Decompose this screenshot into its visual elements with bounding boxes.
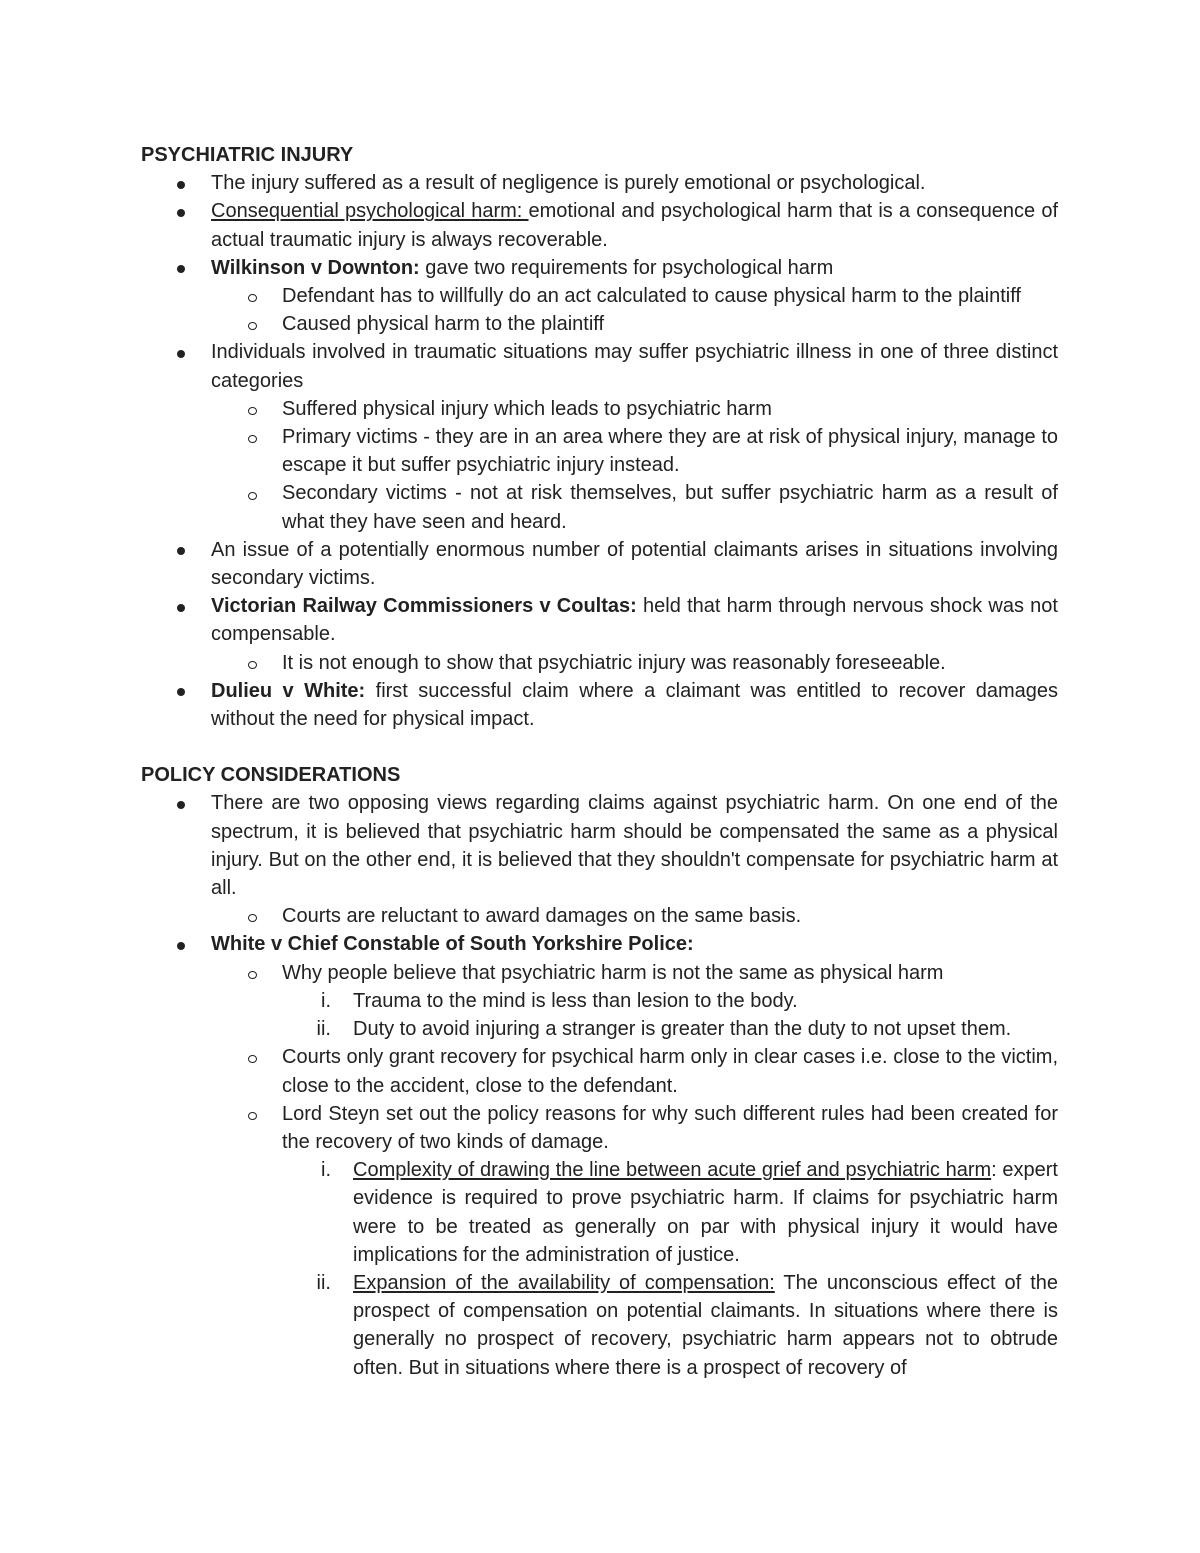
sub-bullet-item bbox=[141, 649, 1058, 677]
circle-bullet-icon bbox=[242, 902, 262, 930]
bullet-text: There are two opposing views regarding claims against psychiatric harm. On one end of the spectrum, it is believed that psychiatric harm should be compensated the same as a physical injury. But on the other end, it is believed that they shouldn't compensate for psychiatric harm at all. bbox=[211, 792, 1058, 900]
sub-bullet-item bbox=[141, 1100, 1058, 1156]
sub-bullet-text: Defendant has to willfully do an act calculated to cause physical harm to the plaintiff bbox=[282, 285, 1021, 308]
bullet-text: first successful claim where a claimant was entitled to recover damages without the need for physical impact. bbox=[211, 679, 1058, 731]
sub-bullet-text: Lord Steyn set out the policy reasons for why such different rules had been created for the recovery of two kinds of damage. bbox=[282, 1102, 1058, 1153]
sub-bullet-text: Why people believe that psychiatric harm is not the same as physical harm bbox=[282, 961, 944, 984]
bullet-text: gave two requirements for psychological harm bbox=[419, 256, 834, 279]
case-name: Dulieu v White: bbox=[211, 679, 366, 702]
bullet-item bbox=[141, 197, 1058, 253]
case-name: White v Chief Constable of South Yorkshire Police: bbox=[211, 933, 694, 956]
bullet-icon bbox=[171, 677, 191, 705]
numbered-text: Trauma to the mind is less than lesion to the body. bbox=[353, 989, 798, 1012]
sub-bullet-text: Secondary victims - not at risk themselves, but suffer psychiatric harm as a result of what they have seen and heard. bbox=[282, 482, 1058, 533]
sub-bullet-item bbox=[141, 423, 1058, 479]
circle-bullet-icon bbox=[242, 282, 262, 310]
circle-bullet-icon bbox=[242, 423, 262, 451]
roman-numeral: i. bbox=[321, 989, 331, 1012]
circle-bullet-icon bbox=[242, 1043, 262, 1071]
bullet-item bbox=[141, 254, 1058, 282]
circle-bullet-icon bbox=[242, 959, 262, 987]
bullet-text: Individuals involved in traumatic situations may suffer psychiatric illness in one of three distinct categories bbox=[211, 341, 1058, 392]
bullet-text: emotional and psychological harm that is a consequence of actual traumatic injury is always recoverable. bbox=[211, 200, 1059, 251]
sub-bullet-text: Primary victims - they are in an area where they are at risk of physical injury, manage to escape it but suffer psychiatric injury instead. bbox=[282, 426, 1058, 477]
circle-bullet-icon bbox=[242, 649, 262, 677]
case-name: Wilkinson v Downton: bbox=[211, 256, 420, 279]
bullet-icon bbox=[171, 592, 191, 620]
bullet-text: An issue of a potentially enormous number of potential claimants arises in situations involving secondary victims. bbox=[211, 538, 1058, 590]
numbered-item bbox=[141, 1156, 1058, 1269]
numbered-text: The unconscious effect of the prospect of compensation on potential claimants. In situations where there is generally no prospect of recovery, psychiatric harm appears not to obtrude often. But in situations where there is a prospect of recovery of bbox=[353, 1271, 1059, 1379]
bullet-icon bbox=[171, 789, 191, 817]
bullet-icon bbox=[171, 930, 191, 958]
sub-bullet-text: Caused physical harm to the plaintiff bbox=[282, 313, 605, 336]
case-name: Victorian Railway Commissioners v Coultas: bbox=[211, 595, 637, 618]
bullet-text: The injury suffered as a result of negligence is purely emotional or psychological. bbox=[211, 172, 926, 195]
section-heading-psychiatric-injury: PSYCHIATRIC INJURY bbox=[141, 144, 354, 166]
sub-bullet-item bbox=[141, 479, 1058, 535]
bullet-icon bbox=[171, 197, 191, 225]
bullet-icon bbox=[171, 254, 191, 282]
bullet-text: held that harm through nervous shock was not compensable. bbox=[211, 595, 1058, 646]
underlined-term: Complexity of drawing the line between acute grief and psychiatric harm bbox=[353, 1159, 992, 1182]
sub-bullet-item bbox=[141, 902, 1058, 930]
bullet-item bbox=[141, 930, 1058, 958]
bullet-item bbox=[141, 169, 1058, 197]
sub-bullet-text: Courts are reluctant to award damages on the same basis. bbox=[282, 905, 802, 928]
numbered-item bbox=[141, 1269, 1058, 1382]
circle-bullet-icon bbox=[242, 1100, 262, 1128]
bullet-icon bbox=[171, 338, 191, 366]
bullet-icon bbox=[171, 169, 191, 197]
sub-bullet-item bbox=[141, 310, 1058, 338]
circle-bullet-icon bbox=[242, 479, 262, 507]
sub-bullet-item bbox=[141, 282, 1058, 310]
section-spacer bbox=[141, 733, 1058, 761]
underlined-term: Expansion of the availability of compensation: bbox=[353, 1271, 775, 1294]
sub-bullet-text: Courts only grant recovery for psychical harm only in clear cases i.e. close to the victim, close to the accident, close to the defendant. bbox=[282, 1046, 1058, 1097]
underlined-term: Consequential psychological harm: bbox=[211, 200, 529, 223]
section-heading-policy-considerations: POLICY CONSIDERATIONS bbox=[141, 764, 401, 787]
bullet-item bbox=[141, 592, 1058, 648]
roman-numeral: i. bbox=[321, 1159, 331, 1182]
roman-numeral: ii. bbox=[316, 1018, 331, 1041]
document-page bbox=[141, 141, 1058, 1382]
sub-bullet-text: Suffered physical injury which leads to psychiatric harm bbox=[282, 397, 772, 420]
bullet-item bbox=[141, 338, 1058, 394]
bullet-item bbox=[141, 536, 1058, 592]
bullet-item bbox=[141, 677, 1058, 733]
bullet-icon bbox=[171, 536, 191, 564]
circle-bullet-icon bbox=[242, 310, 262, 338]
sub-bullet-text: It is not enough to show that psychiatric injury was reasonably foreseeable. bbox=[282, 651, 946, 674]
numbered-item bbox=[141, 1015, 1058, 1043]
sub-bullet-item bbox=[141, 959, 1058, 987]
roman-numeral: ii. bbox=[316, 1271, 331, 1294]
numbered-text: Duty to avoid injuring a stranger is greater than the duty to not upset them. bbox=[353, 1018, 1012, 1041]
circle-bullet-icon bbox=[242, 395, 262, 423]
numbered-item bbox=[141, 987, 1058, 1015]
numbered-text: : expert evidence is required to prove psychiatric harm. If claims for psychiatric harm were to be treated as generally on par with physical injury it would have implications for the administration of justice. bbox=[353, 1159, 1058, 1266]
sub-bullet-item bbox=[141, 395, 1058, 423]
sub-bullet-item bbox=[141, 1043, 1058, 1099]
bullet-item bbox=[141, 789, 1058, 902]
